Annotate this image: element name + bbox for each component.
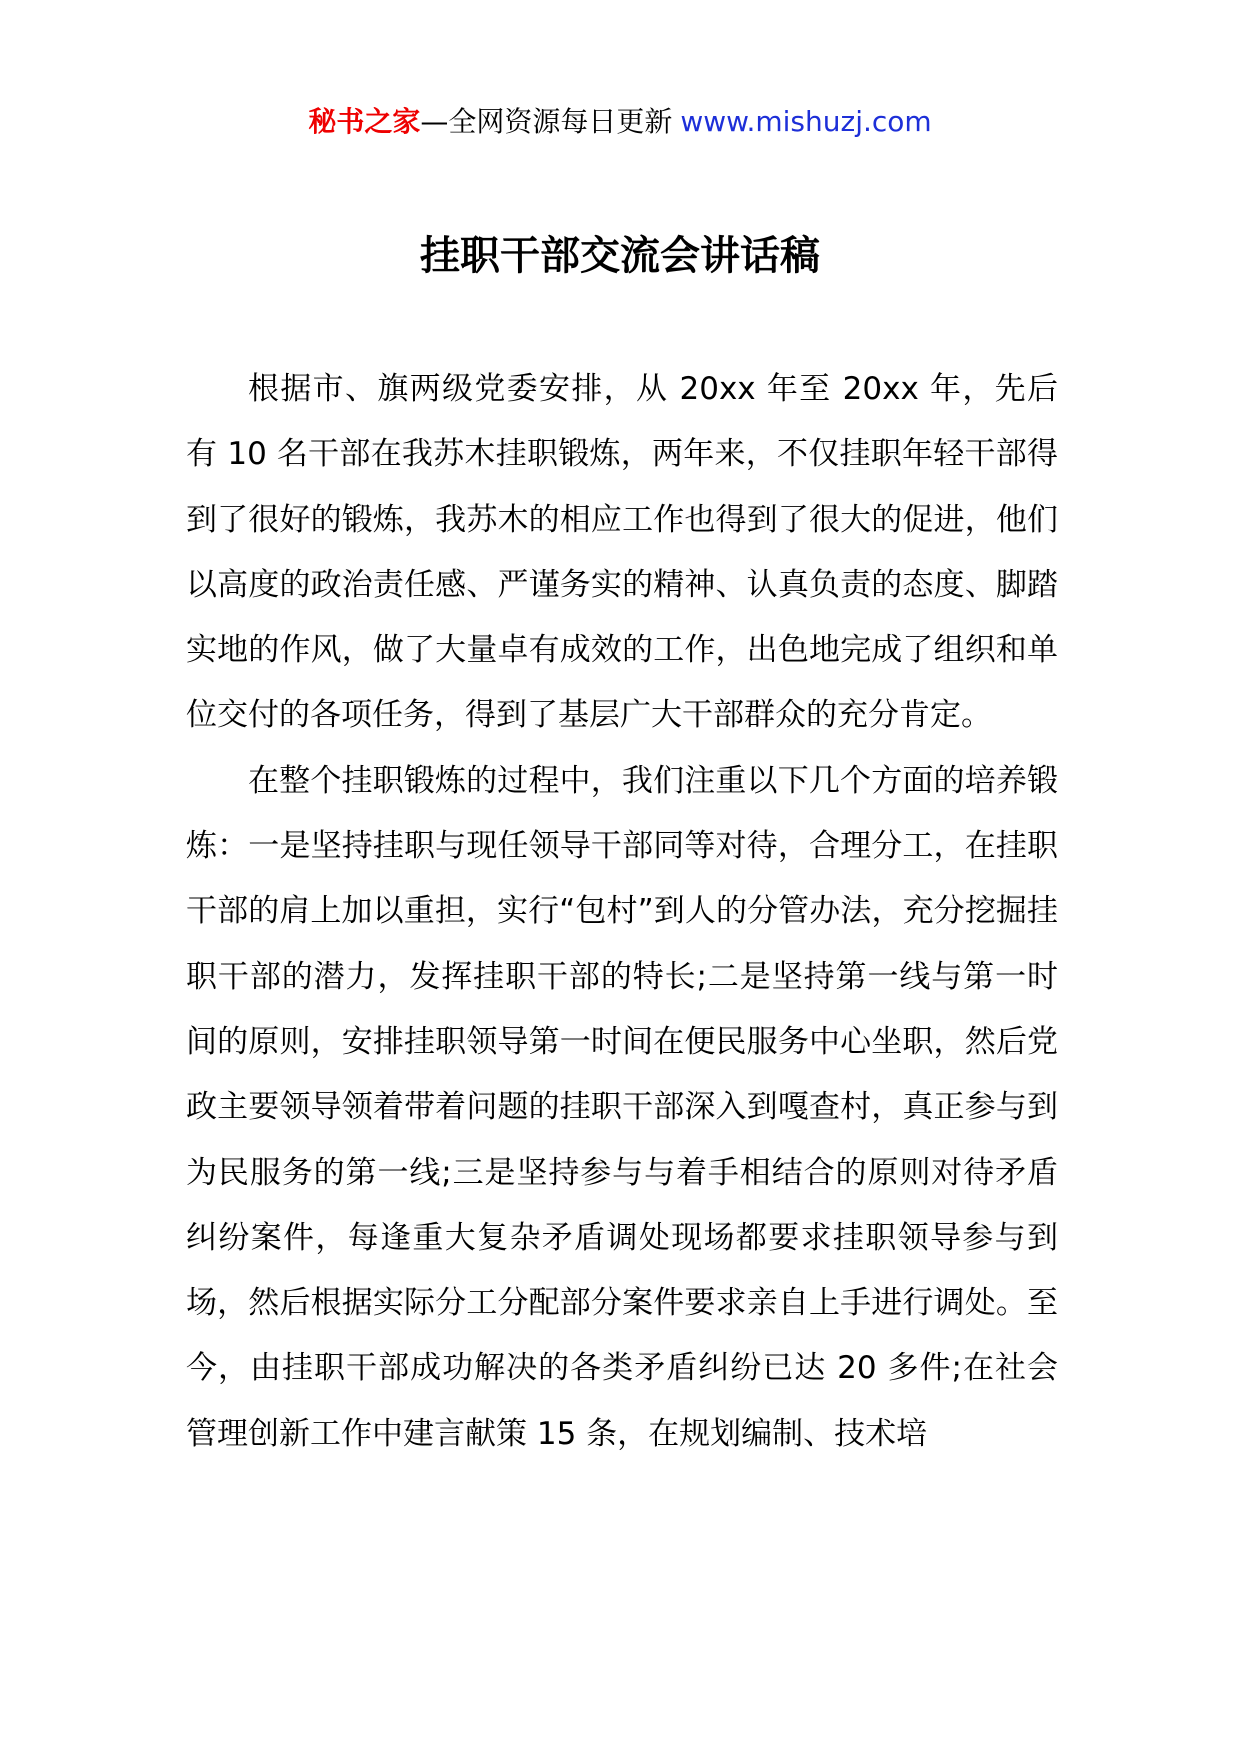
paragraph: 在整个挂职锻炼的过程中，我们注重以下几个方面的培养锻炼：一是坚持挂职与现任领导干部同等对待，合理分工，在挂职干部的肩上加以重担，实行“包村”到人的分管办法，充分挖掘挂职干部的潜力，发挥挂职干部的特长;二是坚持第一线与第一时间的原则，安排挂职领导第一时间在便民服务中心坐职，然后党政主要领导领着带着问题的挂职干部深入到嘎查村，真正参与到为民服务的第一线;三是坚持参与与着手相结合的原则对待矛盾纠纷案件，每逢重大复杂矛盾调处现场都要求挂职领导参与到场，然后根据实际分工分配部分案件要求亲自上手进行调处。至今，由挂职干部成功解决的各类矛盾纠纷已达 20 多件;在社会管理创新工作中建言献策 15 条，在规划编制、技术培 [186,762,1058,1452]
site-brand: 秘书之家 [308,105,421,138]
site-header [0,100,1240,144]
site-tagline: —全网资源每日更新 [420,105,673,138]
document-title: 挂职干部交流会讲话稿 [420,233,820,279]
document-body [186,357,1058,1467]
site-url-link[interactable]: www.mishuzj.com [680,105,932,138]
paragraph: 根据市、旗两级党委安排，从 20xx 年至 20xx 年，先后有 10 名干部在我苏木挂职锻炼，两年来，不仅挂职年轻干部得到了很好的锻炼，我苏木的相应工作也得到了很大的促进，他们以高度的政治责任感、严谨务实的精神、认真负责的态度、脚踏实地的作风，做了大量卓有成效的工作，出色地完成了组织和单位交付的各项任务，得到了基层广大干部群众的充分肯定。 [186,371,1058,734]
